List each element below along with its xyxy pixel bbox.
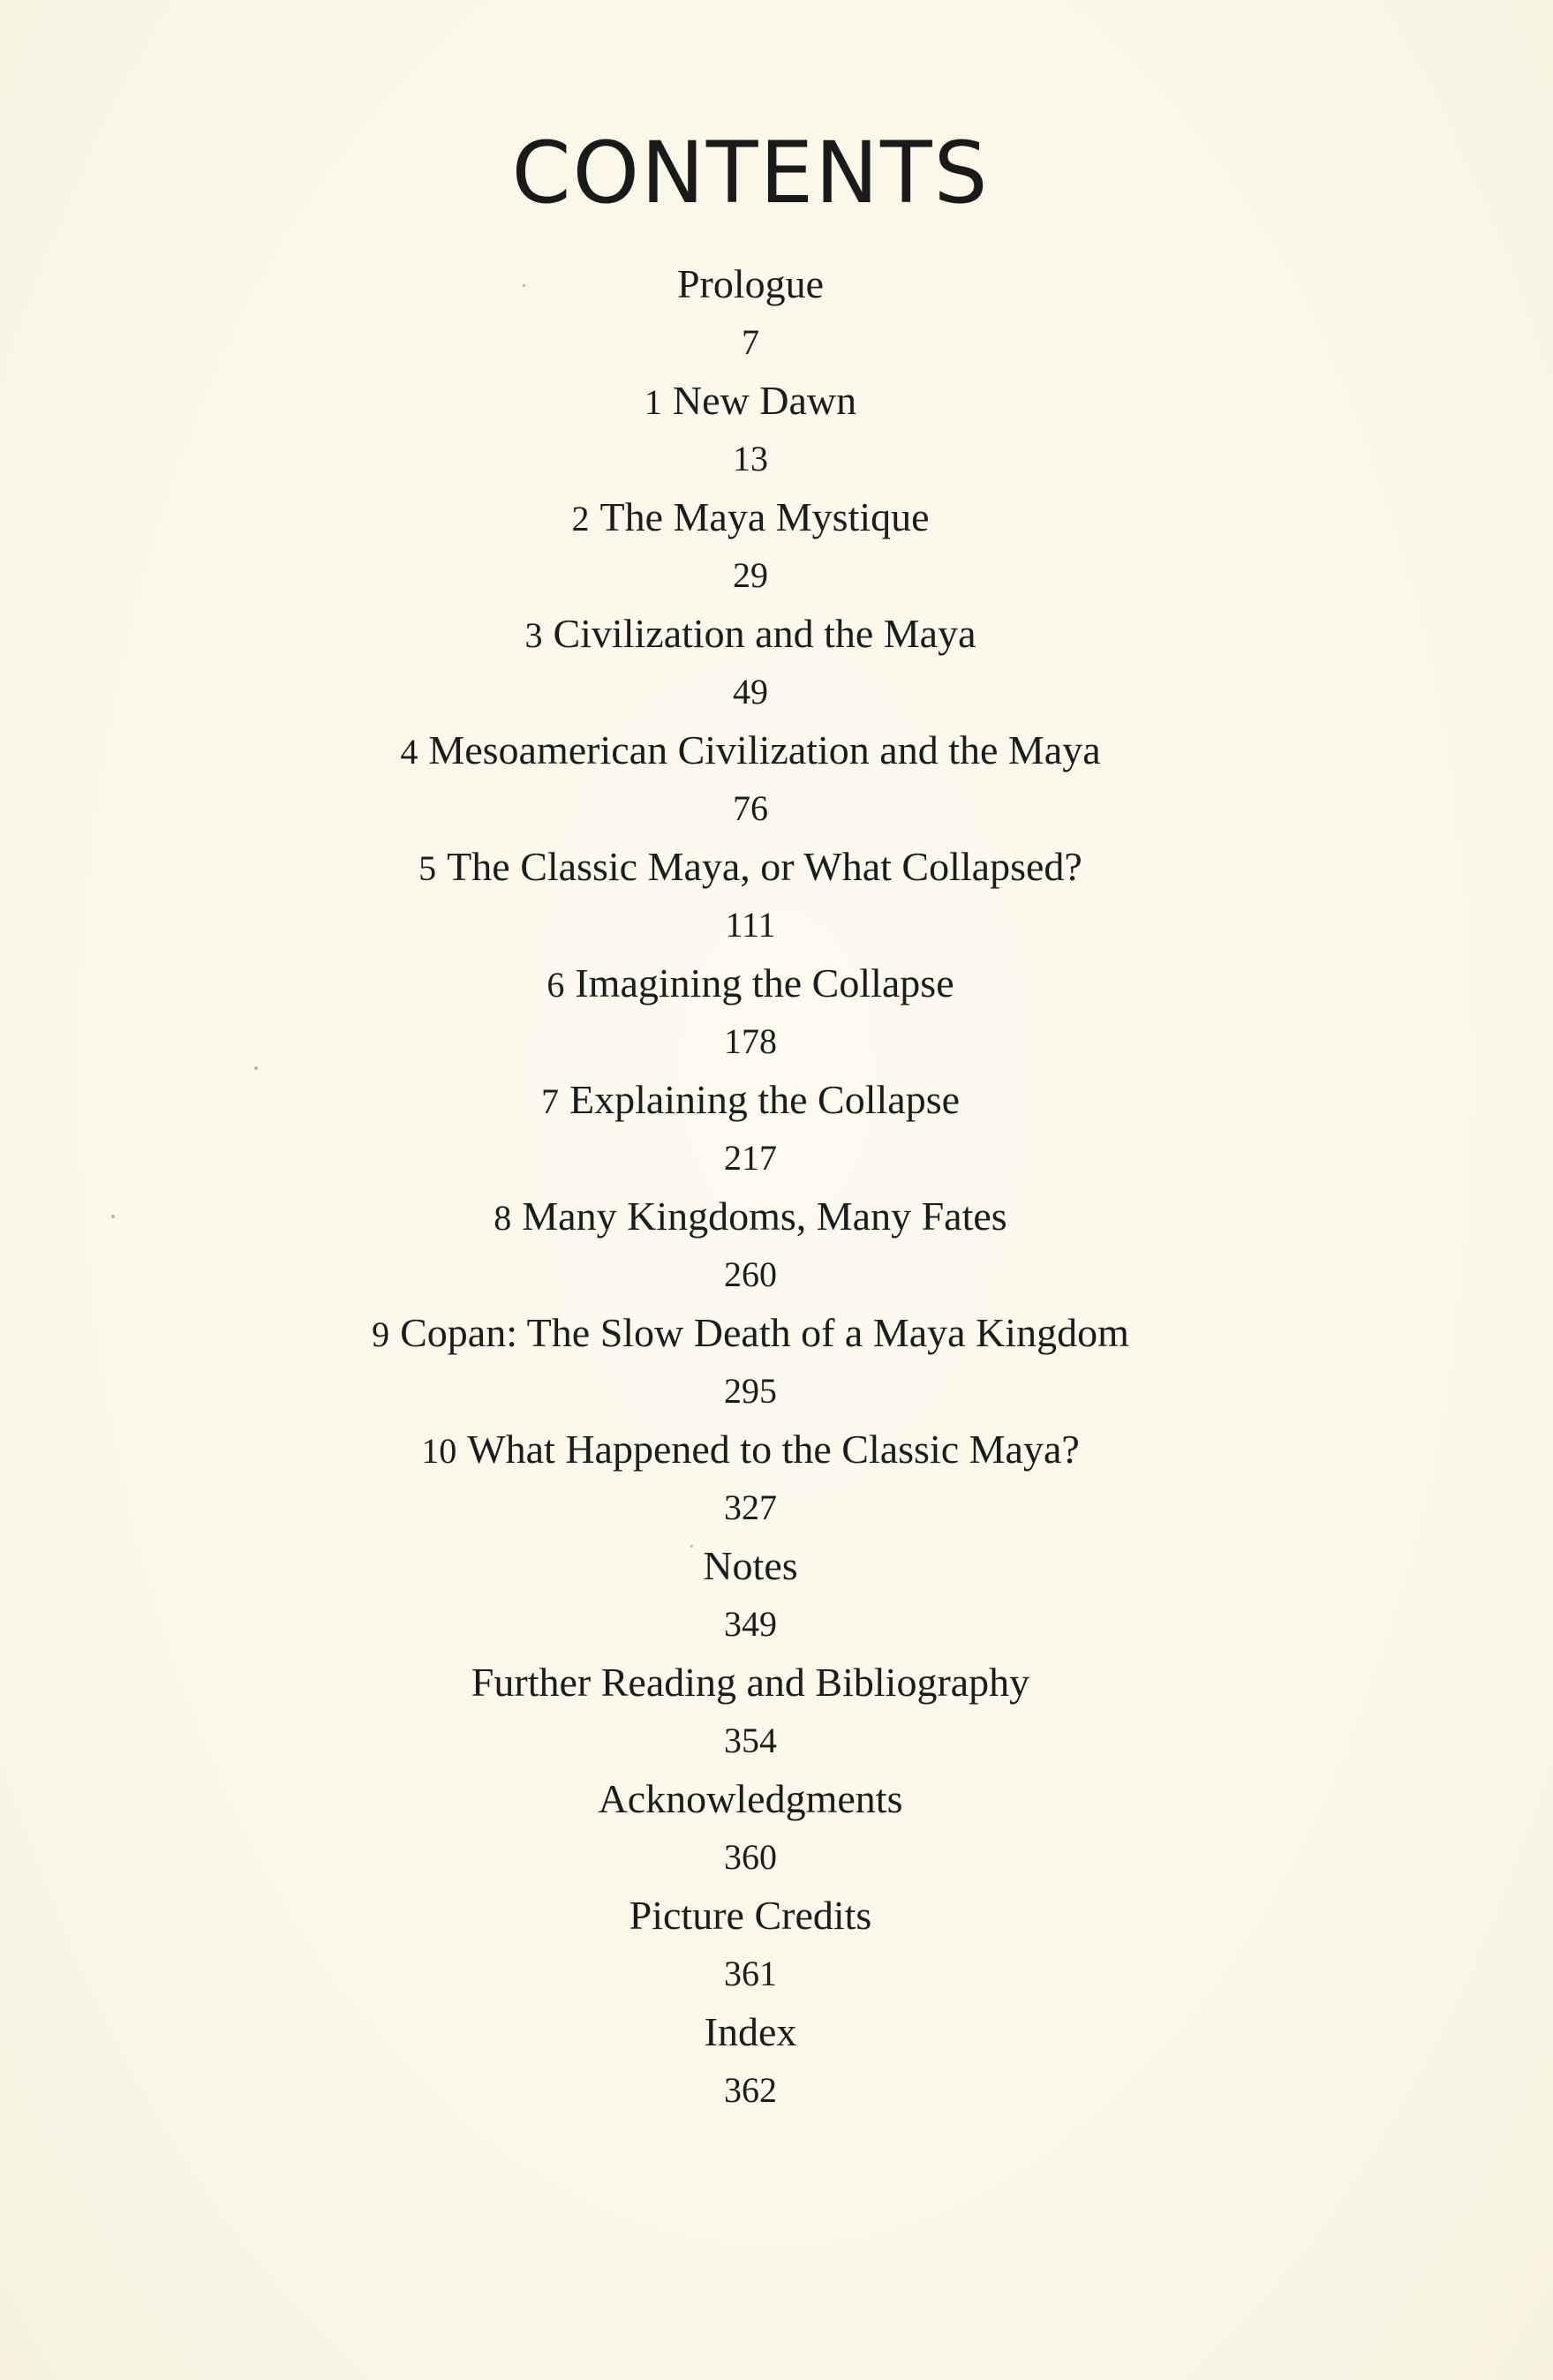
chapter-title: Many Kingdoms, Many Fates xyxy=(522,1194,1007,1239)
toc-entry-chapter-6 xyxy=(0,957,1501,1073)
toc-entry-title xyxy=(0,258,1501,311)
chapter-title: Picture Credits xyxy=(629,1893,872,1938)
toc-entry-notes xyxy=(0,1540,1501,1656)
toc-entry-title xyxy=(0,1656,1501,1709)
chapter-number: 6 xyxy=(547,965,565,1005)
toc-entry-title xyxy=(0,1190,1501,1243)
chapter-title: Civilization and the Maya xyxy=(553,611,976,656)
page-number: 362 xyxy=(724,2070,777,2110)
paper-speck xyxy=(523,284,525,287)
page-title: CONTENTS xyxy=(511,124,990,222)
toc-entry-chapter-4 xyxy=(0,724,1501,840)
toc-entry-title xyxy=(0,374,1501,427)
chapter-number: 3 xyxy=(524,615,543,655)
chapter-title: Notes xyxy=(703,1543,798,1588)
page-number: 7 xyxy=(742,322,759,362)
toc-entry-title xyxy=(0,2006,1501,2059)
page-number: 29 xyxy=(733,555,768,595)
page-number: 178 xyxy=(724,1021,777,1061)
page-number: 361 xyxy=(724,1954,777,1993)
toc-entry-title xyxy=(0,1540,1501,1593)
toc-entry-title xyxy=(0,724,1501,777)
toc-entry-picture-credits xyxy=(0,1889,1501,2006)
page-number: 49 xyxy=(733,672,768,712)
toc-entry-chapter-8 xyxy=(0,1190,1501,1307)
chapter-number: 2 xyxy=(571,499,590,539)
toc-entry-title xyxy=(0,1307,1501,1359)
toc-entry-chapter-3 xyxy=(0,607,1501,724)
toc-entry-title xyxy=(0,1073,1501,1126)
toc-entry-prologue xyxy=(0,258,1501,374)
paper-speck xyxy=(690,1545,693,1548)
page-number: 76 xyxy=(733,788,768,828)
chapter-title: Prologue xyxy=(676,261,825,306)
chapter-title: Mesoamerican Civilization and the Maya xyxy=(428,727,1101,772)
chapter-number: 8 xyxy=(494,1198,512,1238)
toc-entry-acknowledgments xyxy=(0,1773,1501,1889)
toc-entry-chapter-2 xyxy=(0,491,1501,607)
page-number: 217 xyxy=(724,1138,777,1178)
page-number: 13 xyxy=(733,439,768,478)
chapter-title: Index xyxy=(704,2009,797,2054)
chapter-title: The Classic Maya, or What Collapsed? xyxy=(447,844,1082,889)
toc-entry-chapter-1 xyxy=(0,374,1501,491)
toc-entry-chapter-9 xyxy=(0,1307,1501,1423)
toc-entry-title xyxy=(0,1889,1501,1942)
toc-entry-chapter-5 xyxy=(0,840,1501,957)
toc-entry-title xyxy=(0,1773,1501,1826)
page-number: 349 xyxy=(724,1604,777,1644)
chapter-title: What Happened to the Classic Maya? xyxy=(467,1427,1080,1472)
page-number: 360 xyxy=(724,1837,777,1877)
chapter-number: 5 xyxy=(418,848,437,888)
chapter-number: 4 xyxy=(400,732,418,772)
chapter-title: Further Reading and Bibliography xyxy=(471,1660,1030,1705)
chapter-number: 7 xyxy=(540,1081,559,1121)
toc-entry-title xyxy=(0,840,1501,893)
page-number: 327 xyxy=(724,1488,777,1527)
chapter-title: Explaining the Collapse xyxy=(569,1077,961,1122)
chapter-number: 9 xyxy=(372,1314,390,1354)
page-number: 295 xyxy=(724,1371,777,1411)
toc-entry-further-reading xyxy=(0,1656,1501,1773)
chapter-number: 10 xyxy=(421,1431,457,1471)
toc-entry-title xyxy=(0,1423,1501,1476)
toc-entry-title xyxy=(0,607,1501,660)
page-number: 354 xyxy=(724,1721,777,1760)
toc-entry-title xyxy=(0,491,1501,544)
toc-entry-chapter-10 xyxy=(0,1423,1501,1540)
table-of-contents xyxy=(0,258,1501,2122)
chapter-title: Copan: The Slow Death of a Maya Kingdom xyxy=(400,1310,1129,1355)
page-number: 260 xyxy=(724,1254,777,1294)
paper-speck xyxy=(254,1066,258,1070)
chapter-title: New Dawn xyxy=(672,378,857,423)
toc-entry-chapter-7 xyxy=(0,1073,1501,1190)
toc-entry-index xyxy=(0,2006,1501,2122)
paper-speck xyxy=(111,1215,115,1218)
chapter-title: Acknowledgments xyxy=(598,1776,903,1821)
chapter-title: The Maya Mystique xyxy=(599,494,930,539)
page-number: 111 xyxy=(725,905,776,945)
chapter-number: 1 xyxy=(644,382,662,422)
toc-entry-title xyxy=(0,957,1501,1010)
chapter-title: Imagining the Collapse xyxy=(575,960,954,1005)
